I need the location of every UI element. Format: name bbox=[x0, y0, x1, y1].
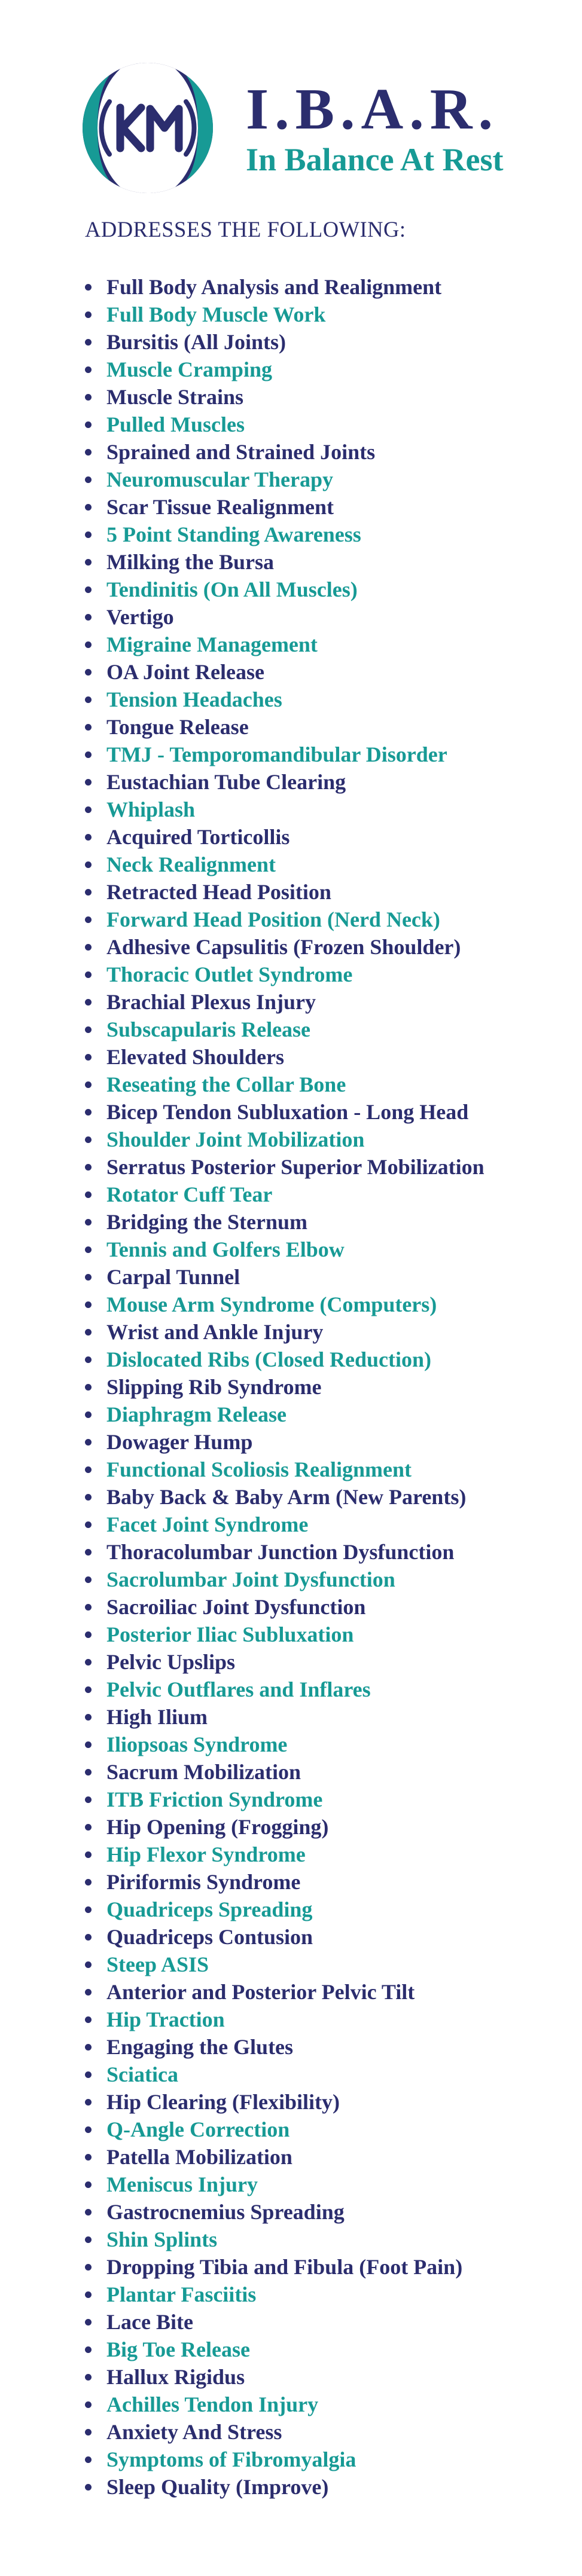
list-item-label: Steep ASIS bbox=[106, 1952, 209, 1976]
bullet-icon bbox=[85, 586, 92, 593]
list-item bbox=[85, 961, 575, 988]
list-item bbox=[85, 356, 575, 383]
bullet-icon bbox=[85, 1026, 92, 1033]
list-item-label: Sprained and Strained Joints bbox=[106, 440, 376, 464]
bullet-icon bbox=[85, 2016, 92, 2023]
list-item-label: Thoracolumbar Junction Dysfunction bbox=[106, 1540, 455, 1564]
bullet-icon bbox=[85, 559, 92, 566]
list-item bbox=[85, 1043, 575, 1071]
bullet-icon bbox=[85, 339, 92, 346]
list-item bbox=[85, 1401, 575, 1428]
list-item bbox=[85, 1071, 575, 1098]
list-item-label: Eustachian Tube Clearing bbox=[106, 770, 346, 794]
list-item-label: Acquired Torticollis bbox=[106, 825, 290, 849]
list-item-label: Subscapularis Release bbox=[106, 1017, 311, 1041]
bullet-icon bbox=[85, 2319, 92, 2326]
list-item-label: Muscle Strains bbox=[106, 385, 243, 409]
bullet-icon bbox=[85, 476, 92, 483]
list-item-label: Wrist and Ankle Injury bbox=[106, 1320, 324, 1344]
list-item bbox=[85, 521, 575, 548]
list-item bbox=[85, 1951, 575, 1978]
bullet-icon bbox=[85, 2236, 92, 2243]
list-item-label: Scar Tissue Realignment bbox=[106, 495, 334, 519]
list-item-label: Plantar Fasciitis bbox=[106, 2282, 257, 2306]
bullet-icon bbox=[85, 889, 92, 896]
bullet-icon bbox=[85, 1411, 92, 1418]
list-item bbox=[85, 1896, 575, 1923]
list-item-label: Tennis and Golfers Elbow bbox=[106, 1237, 345, 1261]
list-item-label: Tendinitis (On All Muscles) bbox=[106, 577, 358, 601]
list-item bbox=[85, 2061, 575, 2088]
bullet-icon bbox=[85, 2071, 92, 2078]
bullet-icon bbox=[85, 1219, 92, 1226]
bullet-icon bbox=[85, 1769, 92, 1776]
list-item bbox=[85, 1758, 575, 1786]
list-item-label: Dropping Tibia and Fibula (Foot Pain) bbox=[106, 2255, 463, 2279]
bullet-icon bbox=[85, 916, 92, 923]
list-item bbox=[85, 851, 575, 878]
list-item bbox=[85, 1263, 575, 1291]
list-item-label: Rotator Cuff Tear bbox=[106, 1182, 273, 1206]
list-item bbox=[85, 2198, 575, 2226]
list-item-label: Hip Traction bbox=[106, 2007, 225, 2031]
bullet-icon bbox=[85, 944, 92, 951]
list-item-label: OA Joint Release bbox=[106, 660, 264, 684]
list-item bbox=[85, 548, 575, 576]
list-item bbox=[85, 768, 575, 796]
bullet-icon bbox=[85, 394, 92, 401]
bullet-icon bbox=[85, 2044, 92, 2051]
list-item-label: Bursitis (All Joints) bbox=[106, 330, 287, 354]
list-item bbox=[85, 1621, 575, 1648]
bullet-icon bbox=[85, 834, 92, 841]
bullet-icon bbox=[85, 504, 92, 511]
bullet-icon bbox=[85, 2374, 92, 2381]
list-item-label: Migraine Management bbox=[106, 632, 318, 656]
list-item-label: Elevated Shoulders bbox=[106, 1045, 285, 1069]
list-item-label: Meniscus Injury bbox=[106, 2172, 258, 2196]
list-item-label: Hip Opening (Frogging) bbox=[106, 1815, 329, 1839]
list-heading: ADDRESSES THE FOLLOWING: bbox=[85, 217, 406, 242]
bullet-icon bbox=[85, 1824, 92, 1831]
list-item-label: Quadriceps Contusion bbox=[106, 1925, 313, 1949]
list-item bbox=[85, 1731, 575, 1758]
brand-title: I.B.A.R. bbox=[246, 77, 499, 142]
bullet-icon bbox=[85, 1906, 92, 1913]
list-item-label: Reseating the Collar Bone bbox=[106, 1072, 346, 1096]
list-item bbox=[85, 466, 575, 493]
bullet-icon bbox=[85, 1796, 92, 1803]
list-item-label: Serratus Posterior Superior Mobilization bbox=[106, 1155, 485, 1179]
bullet-icon bbox=[85, 449, 92, 456]
bullet-icon bbox=[85, 284, 92, 291]
list-item-label: Vertigo bbox=[106, 605, 174, 629]
list-item-label: Muscle Cramping bbox=[106, 357, 272, 381]
bullet-icon bbox=[85, 1246, 92, 1253]
list-item bbox=[85, 796, 575, 823]
bullet-icon bbox=[85, 779, 92, 786]
list-item bbox=[85, 1346, 575, 1373]
list-item-label: Sleep Quality (Improve) bbox=[106, 2475, 329, 2499]
bullet-icon bbox=[85, 2181, 92, 2188]
bullet-icon bbox=[85, 2154, 92, 2161]
list-item bbox=[85, 713, 575, 741]
list-item-label: Quadriceps Spreading bbox=[106, 1897, 313, 1921]
list-item bbox=[85, 328, 575, 356]
bullet-icon bbox=[85, 614, 92, 621]
brand bbox=[246, 77, 504, 178]
list-item bbox=[85, 1153, 575, 1181]
bullet-icon bbox=[85, 751, 92, 758]
bullet-icon bbox=[85, 1576, 92, 1583]
bullet-icon bbox=[85, 531, 92, 538]
list-item bbox=[85, 933, 575, 961]
bullet-icon bbox=[85, 1686, 92, 1693]
list-item-label: Posterior Iliac Subluxation bbox=[106, 1622, 354, 1646]
list-item-label: Engaging the Glutes bbox=[106, 2035, 294, 2059]
list-item bbox=[85, 2391, 575, 2418]
list-item-label: Lace Bite bbox=[106, 2310, 193, 2334]
bullet-icon bbox=[85, 1494, 92, 1501]
bullet-icon bbox=[85, 1741, 92, 1748]
list-item bbox=[85, 906, 575, 933]
list-item-label: Full Body Muscle Work bbox=[106, 302, 326, 326]
bullet-icon bbox=[85, 1274, 92, 1281]
list-item bbox=[85, 383, 575, 411]
list-item-label: Dowager Hump bbox=[106, 1430, 253, 1454]
bullet-icon bbox=[85, 1714, 92, 1721]
list-item-label: Hip Flexor Syndrome bbox=[106, 1842, 306, 1866]
list-item bbox=[85, 878, 575, 906]
list-item-label: Slipping Rib Syndrome bbox=[106, 1375, 322, 1399]
list-item bbox=[85, 411, 575, 438]
header bbox=[81, 53, 535, 202]
list-item-label: Adhesive Capsulitis (Frozen Shoulder) bbox=[106, 935, 461, 959]
list-item-label: Neuromuscular Therapy bbox=[106, 467, 334, 491]
list-item-label: Neck Realignment bbox=[106, 852, 276, 876]
list-item-label: 5 Point Standing Awareness bbox=[106, 522, 361, 546]
list-item-label: Sacrolumbar Joint Dysfunction bbox=[106, 1567, 395, 1591]
list-item-label: Retracted Head Position bbox=[106, 880, 331, 904]
list-item-label: Achilles Tendon Injury bbox=[106, 2392, 319, 2416]
list-item-label: Mouse Arm Syndrome (Computers) bbox=[106, 1292, 437, 1316]
bullet-icon bbox=[85, 421, 92, 428]
bullet-icon bbox=[85, 999, 92, 1006]
list-item-label: Anterior and Posterior Pelvic Tilt bbox=[106, 1980, 415, 2004]
list-item bbox=[85, 2446, 575, 2473]
bullet-icon bbox=[85, 1879, 92, 1886]
list-item bbox=[85, 2281, 575, 2308]
list-item bbox=[85, 823, 575, 851]
bullet-icon bbox=[85, 724, 92, 731]
bullet-icon bbox=[85, 2484, 92, 2491]
list-item-label: Patella Mobilization bbox=[106, 2145, 292, 2169]
bullet-icon bbox=[85, 1549, 92, 1556]
bullet-icon bbox=[85, 1961, 92, 1968]
list-item bbox=[85, 1786, 575, 1813]
bullet-icon bbox=[85, 806, 92, 813]
list-item-label: Whiplash bbox=[106, 797, 196, 821]
km-logo-icon bbox=[81, 61, 215, 195]
list-item bbox=[85, 301, 575, 328]
list-item-label: Symptoms of Fibromyalgia bbox=[106, 2447, 356, 2471]
bullet-icon bbox=[85, 2456, 92, 2463]
list-item bbox=[85, 1181, 575, 1208]
bullet-icon bbox=[85, 1054, 92, 1061]
list-item bbox=[85, 1841, 575, 1868]
bullet-icon bbox=[85, 311, 92, 318]
list-item bbox=[85, 2253, 575, 2281]
list-item bbox=[85, 603, 575, 631]
bullet-icon bbox=[85, 2099, 92, 2106]
list-item-label: ITB Friction Syndrome bbox=[106, 1787, 323, 1811]
bullet-icon bbox=[85, 1989, 92, 1996]
list-item bbox=[85, 2143, 575, 2171]
list-item bbox=[85, 2116, 575, 2143]
list-item bbox=[85, 576, 575, 603]
bullet-icon bbox=[85, 861, 92, 868]
list-item bbox=[85, 1566, 575, 1593]
bullet-icon bbox=[85, 1851, 92, 1858]
list-item bbox=[85, 2418, 575, 2446]
bullet-icon bbox=[85, 669, 92, 676]
list-item bbox=[85, 438, 575, 466]
list-item bbox=[85, 631, 575, 658]
list-item bbox=[85, 2336, 575, 2363]
list-item-label: Diaphragm Release bbox=[106, 1402, 287, 1426]
bullet-icon bbox=[85, 1439, 92, 1446]
list-item-label: Pelvic Outflares and Inflares bbox=[106, 1677, 371, 1701]
list-item-label: Anxiety And Stress bbox=[106, 2420, 282, 2444]
bullet-icon bbox=[85, 1109, 92, 1116]
bullet-icon bbox=[85, 1659, 92, 1666]
list-item-label: Carpal Tunnel bbox=[106, 1265, 240, 1289]
list-item bbox=[85, 493, 575, 521]
list-item-label: Iliopsoas Syndrome bbox=[106, 1732, 288, 1756]
bullet-icon bbox=[85, 641, 92, 648]
list-item-label: Bicep Tendon Subluxation - Long Head bbox=[106, 1100, 469, 1124]
list-item bbox=[85, 2171, 575, 2198]
list-item-label: Piriformis Syndrome bbox=[106, 1870, 301, 1894]
list-item bbox=[85, 1483, 575, 1511]
list-item-label: Gastrocnemius Spreading bbox=[106, 2200, 345, 2224]
bullet-icon bbox=[85, 1081, 92, 1088]
list-item bbox=[85, 1538, 575, 1566]
list-item bbox=[85, 1676, 575, 1703]
bullet-icon bbox=[85, 1136, 92, 1143]
list-item bbox=[85, 1236, 575, 1263]
list-item bbox=[85, 1428, 575, 1456]
list-item bbox=[85, 2088, 575, 2116]
list-item-label: Brachial Plexus Injury bbox=[106, 990, 316, 1014]
bullet-icon bbox=[85, 1329, 92, 1336]
list-item bbox=[85, 1318, 575, 1346]
list-item bbox=[85, 1126, 575, 1153]
list-item bbox=[85, 2006, 575, 2033]
list-item bbox=[85, 2226, 575, 2253]
brand-tagline: In Balance At Rest bbox=[246, 142, 504, 178]
list-item bbox=[85, 1868, 575, 1896]
list-item-label: Milking the Bursa bbox=[106, 550, 275, 574]
list-item-label: Sciatica bbox=[106, 2062, 178, 2086]
list-item-label: Full Body Analysis and Realignment bbox=[106, 275, 442, 299]
list-item-label: TMJ - Temporomandibular Disorder bbox=[106, 742, 447, 766]
bullet-icon bbox=[85, 2429, 92, 2436]
list-item-label: Tongue Release bbox=[106, 715, 249, 739]
list-item bbox=[85, 1813, 575, 1841]
bullet-icon bbox=[85, 2401, 92, 2408]
list-item-label: Q-Angle Correction bbox=[106, 2117, 290, 2141]
bullet-icon bbox=[85, 2126, 92, 2133]
bullet-icon bbox=[85, 2264, 92, 2271]
list-item bbox=[85, 2308, 575, 2336]
list-item bbox=[85, 686, 575, 713]
bullet-icon bbox=[85, 1466, 92, 1473]
list-item bbox=[85, 1511, 575, 1538]
bullet-icon bbox=[85, 1521, 92, 1528]
bullet-icon bbox=[85, 366, 92, 373]
bullet-icon bbox=[85, 1384, 92, 1391]
list-item-label: Pulled Muscles bbox=[106, 412, 245, 436]
list-item-label: Thoracic Outlet Syndrome bbox=[106, 962, 353, 986]
list-item bbox=[85, 273, 575, 301]
bullet-icon bbox=[85, 1301, 92, 1308]
list-item-label: Facet Joint Syndrome bbox=[106, 1512, 309, 1536]
bullet-icon bbox=[85, 1934, 92, 1941]
list-item bbox=[85, 1373, 575, 1401]
list-item bbox=[85, 1208, 575, 1236]
bullet-icon bbox=[85, 1604, 92, 1611]
list-item bbox=[85, 2473, 575, 2501]
list-item-label: Hallux Rigidus bbox=[106, 2365, 245, 2389]
bullet-icon bbox=[85, 971, 92, 978]
bullet-icon bbox=[85, 696, 92, 703]
list-item bbox=[85, 1923, 575, 1951]
list-item bbox=[85, 988, 575, 1016]
list-item-label: Pelvic Upslips bbox=[106, 1650, 236, 1674]
list-item-label: Shin Splints bbox=[106, 2227, 218, 2251]
list-item-label: Baby Back & Baby Arm (New Parents) bbox=[106, 1485, 467, 1509]
list-item bbox=[85, 1978, 575, 2006]
list-item bbox=[85, 1098, 575, 1126]
list-item bbox=[85, 2033, 575, 2061]
list-item bbox=[85, 2363, 575, 2391]
list-item-label: Shoulder Joint Mobilization bbox=[106, 1127, 365, 1151]
list-item-label: Sacrum Mobilization bbox=[106, 1760, 301, 1784]
list-item bbox=[85, 1291, 575, 1318]
bullet-icon bbox=[85, 2291, 92, 2298]
list-item-label: Bridging the Sternum bbox=[106, 1210, 308, 1234]
bullet-icon bbox=[85, 2346, 92, 2353]
list-item-label: Sacroiliac Joint Dysfunction bbox=[106, 1595, 366, 1619]
service-list bbox=[85, 273, 575, 2501]
list-item-label: Hip Clearing (Flexibility) bbox=[106, 2090, 340, 2114]
bullet-icon bbox=[85, 2209, 92, 2216]
list-item-label: Tension Headaches bbox=[106, 687, 282, 711]
list-item-label: Dislocated Ribs (Closed Reduction) bbox=[106, 1347, 432, 1371]
list-item bbox=[85, 1593, 575, 1621]
list-item bbox=[85, 741, 575, 768]
list-item bbox=[85, 1648, 575, 1676]
bullet-icon bbox=[85, 1356, 92, 1363]
list-item bbox=[85, 658, 575, 686]
list-item-label: Big Toe Release bbox=[106, 2337, 250, 2361]
list-item bbox=[85, 1456, 575, 1483]
bullet-icon bbox=[85, 1164, 92, 1171]
list-item bbox=[85, 1703, 575, 1731]
list-item-label: Forward Head Position (Nerd Neck) bbox=[106, 907, 440, 931]
list-item bbox=[85, 1016, 575, 1043]
list-item-label: Functional Scoliosis Realignment bbox=[106, 1457, 412, 1481]
bullet-icon bbox=[85, 1631, 92, 1638]
bullet-icon bbox=[85, 1191, 92, 1198]
list-item-label: High Ilium bbox=[106, 1705, 208, 1729]
